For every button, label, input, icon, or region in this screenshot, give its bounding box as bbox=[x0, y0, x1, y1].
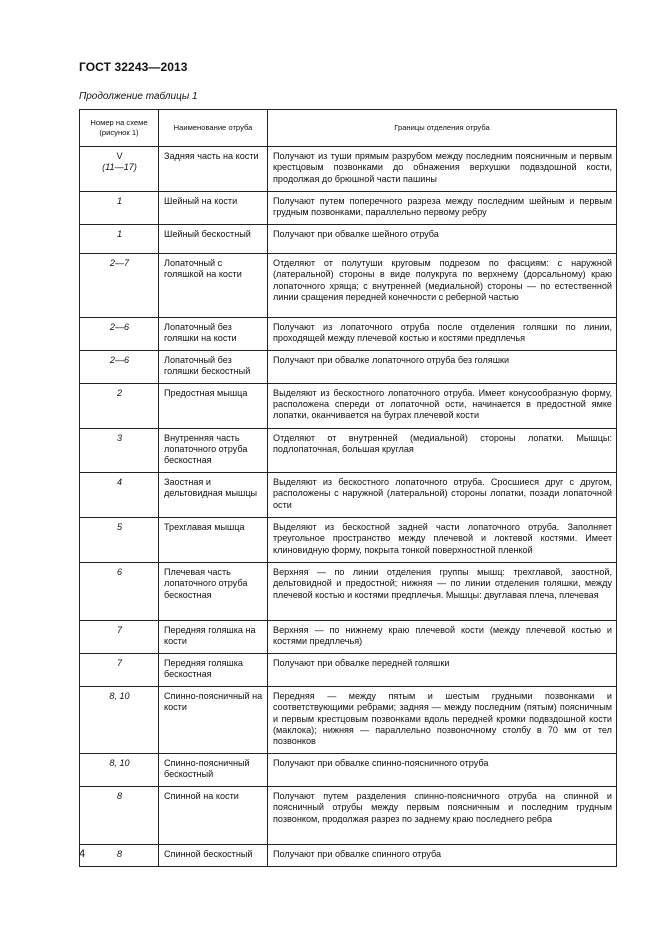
scheme-number: 8 bbox=[116, 848, 123, 859]
cell-cut-name: Спинно-поясничный бескостный bbox=[159, 753, 268, 786]
cell-cut-name: Заостная и дельтовидная мышцы bbox=[159, 472, 268, 517]
cell-cut-name: Передняя голяшка на кости bbox=[159, 620, 268, 653]
cell-scheme-number bbox=[80, 653, 159, 686]
table-row bbox=[80, 224, 617, 253]
scheme-number: 5 bbox=[116, 521, 123, 532]
scheme-number-range: (11—17) bbox=[102, 162, 137, 173]
scheme-number: 2—6 bbox=[109, 321, 130, 332]
table-row bbox=[80, 517, 617, 562]
table-row bbox=[80, 786, 617, 844]
cell-boundaries: Верхняя — по линии отделения группы мышц: трехглавой, заостной, дельтовидной и предостной; нижняя — по линии отделения голяшки, между плечевой костью и костями предплечья. Мышцы: двуглавая плеча, плечевая bbox=[268, 562, 617, 620]
cell-cut-name: Спинной бескостный bbox=[159, 844, 268, 866]
scheme-number: 8, 10 bbox=[109, 690, 130, 701]
cell-cut-name: Лопаточный с голяшкой на кости bbox=[159, 253, 268, 317]
table-row bbox=[80, 350, 617, 383]
cell-cut-name: Предостная мышца bbox=[159, 383, 268, 428]
cell-scheme-number bbox=[80, 317, 159, 350]
header-number: Номер на схеме (рисунок 1) bbox=[80, 110, 159, 147]
cell-scheme-number bbox=[80, 753, 159, 786]
cell-cut-name: Спинной на кости bbox=[159, 786, 268, 844]
cell-boundaries: Отделяют от внутренней (медиальной) стороны лопатки. Мышцы: подлопаточная, большая круглая bbox=[268, 428, 617, 472]
cell-scheme-number bbox=[80, 472, 159, 517]
table-row bbox=[80, 653, 617, 686]
cell-boundaries: Получают из туши прямым разрубом между последним поясничным и первым крестцовым позвонками до обнажения верхушки подвздошной кости, продолжая до брюшной части пашины bbox=[268, 147, 617, 192]
scheme-number: 8 bbox=[116, 790, 123, 801]
header-name: Наименование отруба bbox=[159, 110, 268, 147]
scheme-number: 8, 10 bbox=[109, 757, 130, 768]
table-row bbox=[80, 317, 617, 350]
cell-cut-name: Передняя голяшка бескостная bbox=[159, 653, 268, 686]
cell-scheme-number bbox=[80, 383, 159, 428]
cell-scheme-number bbox=[80, 253, 159, 317]
scheme-number: 2 bbox=[116, 387, 123, 398]
cell-boundaries: Выделяют из бескостного лопаточного отруба. Имеет конусообразную форму, расположена спереди от лопаточной ости, начинается в предостной ямке лопатки, оканчивается на буграх плечевой кости bbox=[268, 383, 617, 428]
table-row bbox=[80, 147, 617, 192]
cuts-table bbox=[79, 109, 617, 867]
table-row bbox=[80, 472, 617, 517]
table-row bbox=[80, 753, 617, 786]
cell-boundaries: Получают при обвалке передней голяшки bbox=[268, 653, 617, 686]
scheme-number: V bbox=[116, 151, 123, 161]
scheme-number: 7 bbox=[116, 657, 123, 668]
cell-boundaries: Получают путем поперечного разреза между последним шейным и первым грудным позвонками, параллельно первому ребру bbox=[268, 192, 617, 225]
cell-boundaries: Выделяют из бескостной задней части лопаточного отруба. Заполняет треугольное пространство между плечевой и локтевой костями. Имеет клиновидную форму, покрыта тонкой поверхностной пленкой bbox=[268, 517, 617, 562]
cell-cut-name: Внутренняя часть лопаточного отруба бескостная bbox=[159, 428, 268, 472]
cell-cut-name: Шейный бескостный bbox=[159, 224, 268, 253]
cell-boundaries: Получают при обвалке шейного отруба bbox=[268, 224, 617, 253]
cell-scheme-number bbox=[80, 844, 159, 866]
scheme-number: 4 bbox=[116, 476, 123, 487]
table-row bbox=[80, 686, 617, 753]
scheme-number: 1 bbox=[116, 228, 123, 239]
cell-scheme-number bbox=[80, 147, 159, 192]
cell-scheme-number bbox=[80, 428, 159, 472]
table-continuation-caption: Продолжение таблицы 1 bbox=[79, 91, 198, 102]
table-header-row bbox=[80, 110, 617, 147]
header-boundaries: Границы отделения отруба bbox=[268, 110, 617, 147]
scheme-number: 7 bbox=[116, 624, 123, 635]
table-row bbox=[80, 562, 617, 620]
cell-cut-name: Шейный на кости bbox=[159, 192, 268, 225]
cell-cut-name: Спинно-поясничный на кости bbox=[159, 686, 268, 753]
cell-cut-name: Задняя часть на кости bbox=[159, 147, 268, 192]
cell-cut-name: Лопаточный без голяшки на кости bbox=[159, 317, 268, 350]
cell-scheme-number bbox=[80, 350, 159, 383]
table-row bbox=[80, 428, 617, 472]
cell-cut-name: Плечевая часть лопаточного отруба бескостная bbox=[159, 562, 268, 620]
cell-cut-name: Трехглавая мышца bbox=[159, 517, 268, 562]
table-row bbox=[80, 253, 617, 317]
scheme-number: 2—7 bbox=[109, 257, 130, 268]
cell-scheme-number bbox=[80, 620, 159, 653]
table-row bbox=[80, 383, 617, 428]
cell-cut-name: Лопаточный без голяшки бескостный bbox=[159, 350, 268, 383]
cell-boundaries: Получают при обвалке спинно-поясничного отруба bbox=[268, 753, 617, 786]
cell-boundaries: Выделяют из бескостного лопаточного отруба. Сросшиеся друг с другом, расположены с наружной (латеральной) стороны лопатки, позади лопаточной ости bbox=[268, 472, 617, 517]
table-row bbox=[80, 192, 617, 225]
cell-scheme-number bbox=[80, 686, 159, 753]
cell-boundaries: Передняя — между пятым и шестым грудными позвонками и соответствующими ребрами; задняя — между последним (пятым) поясничным и первым крестцовым позвонками вдоль передней кромки подвздошной кости (маклока); нижняя — параллельно позвоночному столбу в 70 мм от тел позвонков bbox=[268, 686, 617, 753]
page-number: 4 bbox=[79, 848, 86, 860]
cell-boundaries: Верхняя — по нижнему краю плечевой кости (между плечевой костью и костями предплечья) bbox=[268, 620, 617, 653]
table-row bbox=[80, 844, 617, 866]
scheme-number: 2—6 bbox=[109, 354, 130, 365]
cell-boundaries: Получают при обвалке спинного отруба bbox=[268, 844, 617, 866]
cell-boundaries: Получают путем разделения спинно-поясничного отруба на спинной и поясничный отрубы между первым поясничным и последним грудным позвонком, продолжая разрез по заднему краю последнего ребра bbox=[268, 786, 617, 844]
cell-boundaries: Получают из лопаточного отруба после отделения голяшки по линии, проходящей между плечевой костью и костями предплечья bbox=[268, 317, 617, 350]
cell-scheme-number bbox=[80, 192, 159, 225]
cell-scheme-number bbox=[80, 517, 159, 562]
cell-scheme-number bbox=[80, 224, 159, 253]
cell-boundaries: Получают при обвалке лопаточного отруба без голяшки bbox=[268, 350, 617, 383]
scheme-number: 1 bbox=[116, 196, 123, 206]
scheme-number: 3 bbox=[116, 432, 123, 443]
table-row bbox=[80, 620, 617, 653]
scheme-number: 6 bbox=[116, 566, 123, 577]
cell-scheme-number bbox=[80, 562, 159, 620]
document-title: ГОСТ 32243—2013 bbox=[79, 60, 188, 74]
cell-boundaries: Отделяют от полутуши круговым подрезом по фасциям: с наружной (латеральной) стороны в виде полукруга по верхнему (дорсальному) краю лопаточного хряща; с внутренней (медиальной) стороны — по естественной линии сращения передней конечности с реберной частью bbox=[268, 253, 617, 317]
cell-scheme-number bbox=[80, 786, 159, 844]
